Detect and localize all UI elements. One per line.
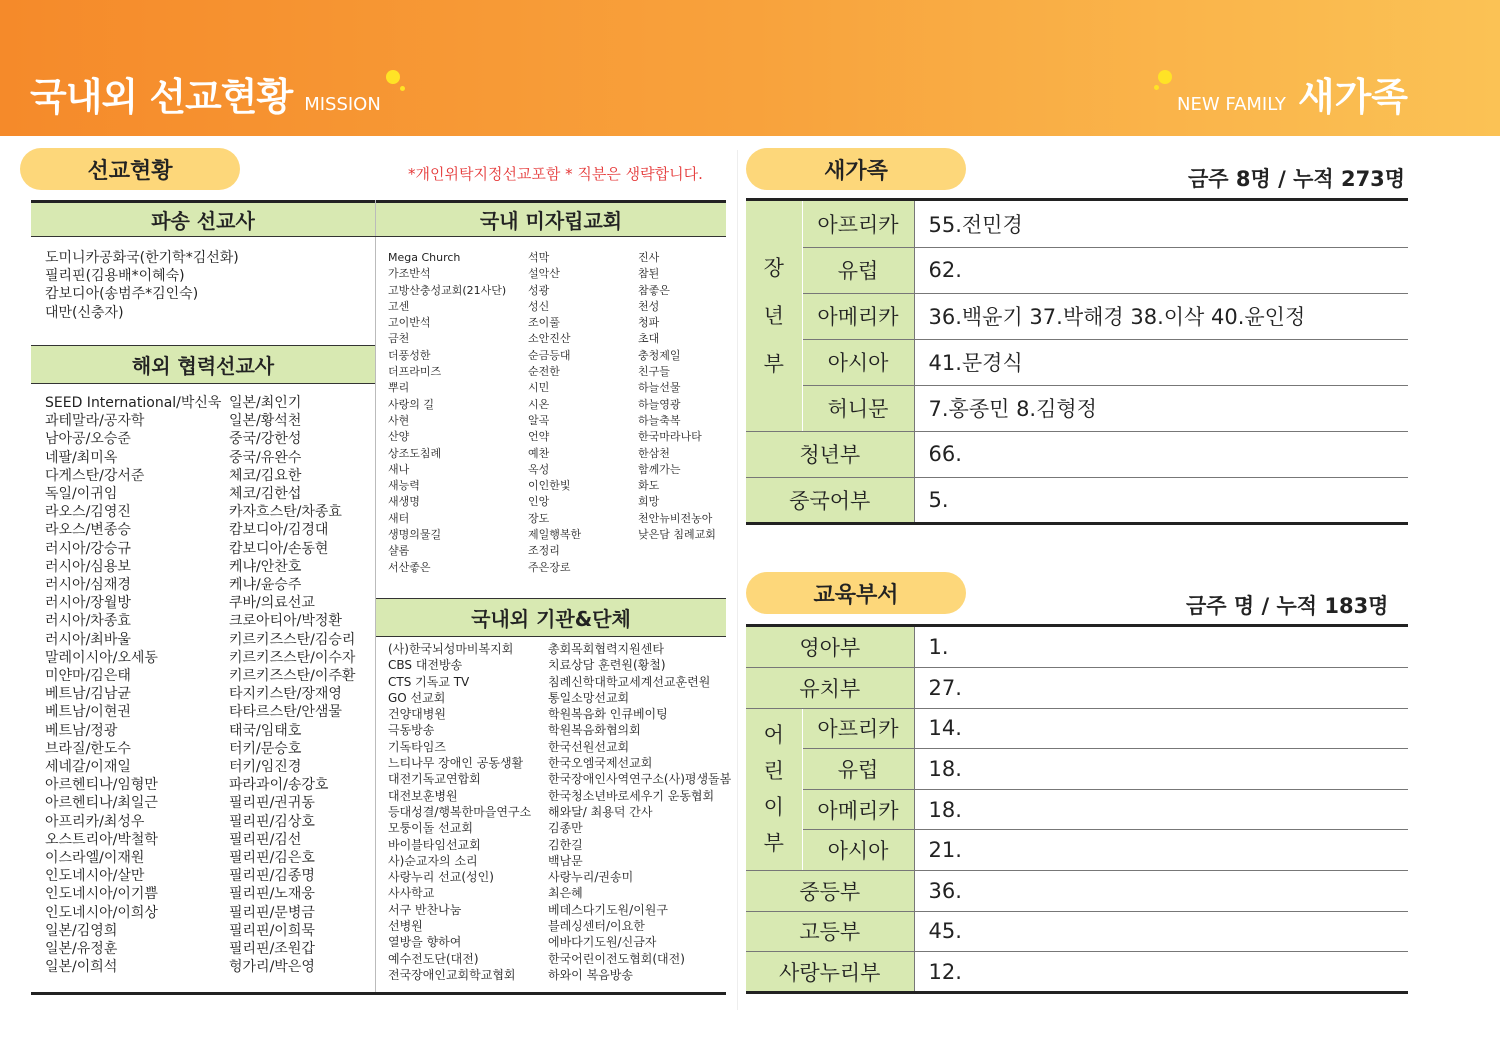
table-row [746, 431, 1408, 477]
church-item: 천안뉴비전농아 [638, 511, 713, 525]
org-item: 예수전도단(대전) [388, 951, 479, 966]
row-label: 청년부 [746, 431, 914, 477]
church-item: 고센 [388, 299, 410, 313]
table-row [746, 339, 1408, 385]
overseas-item: 베트남/정광 [45, 722, 118, 739]
org-item: 학원복음화 인큐베이팅 [548, 707, 668, 722]
church-item: 참좋은 [638, 283, 670, 297]
overseas-item: 필리핀/조원갑 [229, 941, 315, 958]
row-label: 아시아 [802, 339, 914, 385]
church-item: 조이풀 [528, 316, 560, 330]
row-label: 아메리카 [802, 293, 914, 339]
church-item: 한삼천 [638, 446, 670, 460]
overseas-item: 필리핀/권귀동 [229, 795, 315, 812]
church-item: 사랑의 길 [388, 397, 435, 411]
overseas-item: 라오스/김영진 [45, 504, 131, 521]
org-item: 느티나무 장애인 공동생활 [388, 756, 524, 771]
education-table [746, 627, 1408, 994]
org-item: 모퉁이돌 선교회 [388, 821, 473, 836]
row-value: 27. [914, 668, 1408, 709]
overseas-item: 인도네시아/살만 [45, 868, 145, 885]
row-value: 62. [914, 247, 1408, 293]
table-row [746, 293, 1408, 339]
church-item: 새나 [388, 462, 410, 476]
overseas-item: 크로아티아/박정환 [229, 613, 342, 630]
dispatch-item: 캄보디아(송범주*김인숙) [45, 286, 199, 303]
row-label: 유럽 [802, 749, 914, 790]
org-item: 한국오엠국제선교회 [548, 756, 653, 771]
row-value: 18. [914, 789, 1408, 830]
overseas-item: 필리핀/김은호 [229, 850, 315, 867]
overseas-item: 필리핀/김상호 [229, 813, 315, 830]
left-bottom-rule [31, 992, 726, 995]
row-value: 36. [914, 871, 1408, 912]
table-row [746, 871, 1408, 912]
church-item: Mega Church [388, 251, 461, 264]
header-banner [0, 0, 1500, 136]
church-item: 더프라미즈 [388, 365, 442, 379]
church-item: 참된 [638, 267, 660, 281]
row-value: 14. [914, 708, 1408, 749]
overseas-item: 케냐/윤승주 [229, 577, 302, 594]
overseas-item: 아프리카/최성우 [45, 813, 145, 830]
org-item: CBS 대전방송 [388, 658, 463, 673]
church-item: 낮은담 침례교회 [638, 528, 716, 542]
group-char: 이 [763, 795, 784, 820]
org-item: GO 선교회 [388, 690, 446, 705]
church-item: 산양 [388, 430, 410, 444]
overseas-item: 러시아/장월방 [45, 595, 131, 612]
column-divider [737, 150, 738, 1010]
dispatch-header: 파송 선교사 [31, 200, 375, 236]
church-item: 상조도침례 [388, 446, 442, 460]
overseas-item: 캄보디아/손동현 [229, 540, 329, 557]
org-header: 국내외 기관&단체 [376, 598, 726, 636]
org-item: 바이블타임선교회 [388, 837, 481, 852]
overseas-item: 필리핀/문병금 [229, 904, 315, 921]
row-label: 아시아 [802, 830, 914, 871]
church-item: 서산좋은 [388, 560, 431, 574]
overseas-item: SEED International/박신욱 [45, 395, 222, 411]
row-label: 허니문 [802, 385, 914, 431]
row-value: 45. [914, 911, 1408, 952]
table-row [746, 911, 1408, 952]
group-char: 장 [763, 255, 784, 280]
row-label: 영아부 [746, 627, 914, 668]
church-item: 충청제일 [638, 348, 681, 362]
table-row [746, 668, 1408, 709]
overseas-item: 말레이시아/오세동 [45, 649, 158, 666]
overseas-item: 러시아/심재경 [45, 577, 131, 594]
education-pill: 교육부서 [746, 572, 966, 614]
org-item: 해와달/ 최용덕 간사 [548, 804, 653, 819]
org-item: 에바다기도원/신금자 [548, 935, 657, 950]
row-value: 41.문경식 [914, 339, 1408, 385]
overseas-item: 일본/유정훈 [45, 941, 118, 958]
org-item: 백남문 [548, 853, 583, 868]
overseas-item: 케냐/안찬호 [229, 558, 302, 575]
row-label: 유치부 [746, 668, 914, 709]
newfamily-table [746, 201, 1408, 525]
church-item: 희망 [638, 495, 660, 509]
church-item: 성광 [528, 283, 550, 297]
overseas-item: 독일/이귀임 [45, 486, 118, 503]
church-item: 천성 [638, 299, 660, 313]
church-item: 초대 [638, 332, 660, 346]
church-item: 순금등대 [528, 348, 571, 362]
church-item: 샬롬 [388, 544, 410, 558]
newfamily-subtitle: NEW FAMILY [1177, 94, 1286, 115]
row-value: 36.백윤기 37.박해경 38.이삭 40.윤인정 [914, 293, 1408, 339]
church-item: 석막 [528, 251, 550, 264]
overseas-item: 필리핀/노재웅 [229, 886, 315, 903]
org-list-col2 [548, 641, 731, 983]
org-item: 극동방송 [388, 723, 435, 738]
newfamily-title: 새가족 [1297, 75, 1408, 119]
church-item: 알곡 [528, 413, 550, 427]
overseas-item: 네팔/최미옥 [45, 449, 118, 466]
mission-subtitle: MISSION [304, 94, 381, 115]
overseas-item: 베트남/이현권 [45, 704, 131, 721]
org-item: 한국장애인사역연구소(사)평생돌봄 [548, 772, 732, 787]
overseas-item: 쿠바/의료선교 [229, 595, 315, 612]
church-item: 하늘영광 [638, 397, 681, 411]
overseas-item: 키르키즈스탄/김승리 [229, 631, 356, 648]
row-label: 중등부 [746, 871, 914, 912]
overseas-item: 베트남/김남균 [45, 686, 131, 703]
row-label: 고등부 [746, 911, 914, 952]
overseas-item: 브라질/한도수 [45, 740, 131, 757]
row-label: 아메리카 [802, 789, 914, 830]
org-item: 블레싱센터/이요한 [548, 919, 645, 934]
row-label: 아프리카 [802, 708, 914, 749]
org-item: CTS 기독교 TV [388, 674, 470, 689]
mission-note: *개인위탁지정선교포함 * 직분은 생략합니다. [408, 165, 703, 183]
org-item: 김한길 [548, 837, 583, 852]
table-row [746, 247, 1408, 293]
org-item: 건양대병원 [388, 707, 446, 722]
dispatch-item: 필리핀(김용배*이혜숙) [45, 268, 185, 285]
overseas-item: 세네갈/이재일 [45, 759, 131, 776]
row-label: 유럽 [802, 247, 914, 293]
table-row [746, 627, 1408, 668]
church-item: 예찬 [528, 446, 550, 460]
org-item: 사랑누리/권송미 [548, 870, 634, 885]
row-value: 1. [914, 627, 1408, 668]
overseas-item: 러시아/최바울 [45, 631, 131, 648]
church-item: 언약 [528, 430, 550, 444]
table-row [746, 952, 1408, 993]
row-value: 55.전민경 [914, 201, 1408, 247]
overseas-item: 일본/황석천 [229, 413, 302, 430]
group-label-children [746, 708, 802, 870]
overseas-item: 카자흐스탄/차종효 [229, 504, 342, 521]
church-item: 청파 [638, 316, 660, 330]
church-item: 고방산충성교회(21사단) [388, 283, 507, 297]
church-item: 인앙 [528, 495, 550, 509]
overseas-item: 과테말라/공자학 [45, 413, 145, 430]
row-value: 5. [914, 477, 1408, 523]
newfamily-pill: 새가족 [746, 148, 966, 190]
row-label: 중국어부 [746, 477, 914, 523]
org-item: 대전기독교연합회 [388, 772, 481, 787]
overseas-item: 필리핀/김선 [229, 831, 302, 848]
mission-pill: 선교현황 [20, 148, 240, 190]
overseas-list-col2 [229, 394, 355, 977]
church-item: 더풍성한 [388, 348, 431, 362]
church-item: 시온 [528, 397, 550, 411]
church-item: 설악산 [528, 267, 560, 281]
org-underline [376, 636, 726, 637]
church-item: 조정리 [528, 544, 560, 558]
overseas-item: 키르키즈스탄/이주환 [229, 668, 356, 685]
overseas-item: 라오스/변종승 [45, 522, 131, 539]
overseas-item: 일본/최인기 [229, 395, 302, 411]
overseas-item: 필리핀/이희묵 [229, 922, 315, 939]
newfamily-summary: 금주 8명 / 누적 273명 [1188, 167, 1406, 191]
org-item: 전국장애인교회학교협회 [388, 967, 516, 982]
org-item: 치료상담 훈련원(황철) [548, 658, 666, 673]
church-list-col1 [388, 250, 506, 576]
church-item: 새능력 [388, 479, 420, 493]
group-char: 부 [763, 351, 784, 376]
overseas-item: 이스라엘/이재원 [45, 850, 145, 867]
church-item: 순전한 [528, 365, 560, 379]
overseas-item: 터키/문승호 [229, 740, 302, 757]
mission-title-group [30, 66, 381, 121]
church-header: 국내 미자립교회 [376, 200, 726, 236]
table-row [746, 749, 1408, 790]
church-item: 소안진산 [528, 332, 571, 346]
church-item: 하늘축복 [638, 413, 681, 427]
overseas-item: 타타르스탄/안샘물 [229, 704, 342, 721]
overseas-item: 터키/임진경 [229, 759, 302, 776]
row-value: 66. [914, 431, 1408, 477]
overseas-header: 해외 협력선교사 [31, 345, 375, 383]
overseas-item: 러시아/심용보 [45, 558, 131, 575]
church-item: 진사 [638, 251, 660, 264]
church-item: 가조반석 [388, 267, 431, 281]
church-item: 시민 [528, 381, 550, 395]
church-item: 뿌리 [388, 381, 410, 395]
overseas-underline [31, 383, 375, 384]
overseas-item: 아르헨티나/최일근 [45, 795, 158, 812]
group-label-jangnyeon [746, 201, 802, 431]
overseas-item: 미얀마/김은태 [45, 668, 131, 685]
row-value: 18. [914, 749, 1408, 790]
table-row [746, 201, 1408, 247]
table-row [746, 385, 1408, 431]
org-list-col1 [388, 641, 531, 983]
org-item: 한국어린이전도협회(대전) [548, 951, 685, 966]
overseas-item: 인도네시아/이희상 [45, 904, 158, 921]
church-item: 금천 [388, 332, 410, 346]
org-item: 사랑누리 선교(성인) [388, 870, 494, 885]
org-item: 사사학교 [388, 886, 435, 901]
church-item: 생명의물길 [388, 528, 442, 542]
org-item: 사)순교자의 소리 [388, 853, 478, 868]
church-item: 친구들 [638, 365, 670, 379]
org-item: 기독타임즈 [388, 739, 446, 754]
group-char: 린 [763, 759, 784, 784]
church-item: 성신 [528, 299, 550, 313]
church-item: 고이반석 [388, 316, 431, 330]
church-item: 이인한빛 [528, 479, 571, 493]
church-item: 장도 [528, 511, 550, 525]
org-item: 등대성결/행복한마을연구소 [388, 804, 532, 819]
church-item: 화도 [638, 479, 660, 493]
org-item: 선병원 [388, 919, 423, 934]
overseas-item: 일본/김영희 [45, 922, 118, 939]
church-item: 한국마라나타 [638, 430, 702, 444]
education-summary: 금주 명 / 누적 183명 [1186, 594, 1389, 618]
church-item: 새터 [388, 511, 410, 525]
overseas-item: 중국/강한성 [229, 431, 302, 448]
overseas-item: 일본/이희석 [45, 959, 118, 976]
org-item: 통일소망선교회 [548, 690, 630, 705]
overseas-item: 러시아/차종효 [45, 613, 131, 630]
overseas-item: 파라과이/송강호 [229, 777, 329, 794]
org-item: (사)한국뇌성마비복지회 [388, 642, 514, 656]
church-item: 하늘선물 [638, 381, 681, 395]
row-value: 7.홍종민 8.김형정 [914, 385, 1408, 431]
table-row [746, 477, 1408, 523]
row-value: 12. [914, 952, 1408, 993]
overseas-item: 타지키스탄/장재영 [229, 686, 342, 703]
mission-title: 국내외 선교현황 [30, 75, 293, 119]
overseas-item: 체코/김한섭 [229, 486, 302, 503]
church-item: 제일행복한 [528, 528, 582, 542]
church-item: 주은장로 [528, 560, 571, 574]
org-item: 서구 반찬나눔 [388, 902, 462, 917]
overseas-item: 인도네시아/이기쁨 [45, 886, 158, 903]
church-item: 사현 [388, 413, 410, 427]
overseas-item: 러시아/강승규 [45, 540, 131, 557]
church-list-col2 [528, 250, 581, 576]
org-item: 학원복음화협의회 [548, 723, 641, 738]
org-item: 열방을 향하여 [388, 935, 462, 950]
group-char: 년 [763, 303, 784, 328]
org-item: 베데스다기도원/이원구 [548, 902, 668, 917]
dispatch-list [45, 249, 239, 322]
header-underline [31, 236, 726, 237]
overseas-item: 아르헨티나/임형만 [45, 777, 158, 794]
org-item: 하와이 복음방송 [548, 967, 633, 982]
overseas-item: 필리핀/김종명 [229, 868, 315, 885]
table-row [746, 789, 1408, 830]
org-item: 대전보훈병원 [388, 788, 458, 803]
group-char: 어 [763, 723, 784, 748]
overseas-list-col1 [45, 394, 221, 977]
overseas-item: 태국/임태호 [229, 722, 302, 739]
overseas-item: 오스트리아/박철학 [45, 831, 158, 848]
org-item: 한국선원선교회 [548, 739, 630, 754]
dispatch-item: 대만(신충자) [45, 304, 124, 321]
overseas-item: 캄보디아/김경대 [229, 522, 329, 539]
overseas-item: 헝가리/박은영 [229, 959, 315, 976]
org-item: 총회목회협력지원센타 [548, 642, 664, 656]
church-list-col3 [638, 250, 716, 543]
overseas-item: 체코/김요한 [229, 467, 302, 484]
row-value: 21. [914, 830, 1408, 871]
org-item: 한국청소년바로세우기 운동협회 [548, 788, 715, 803]
org-item: 최은혜 [548, 886, 583, 901]
church-item: 새생명 [388, 495, 420, 509]
dispatch-item: 도미니카공화국(한기학*김선화) [45, 250, 239, 266]
org-item: 침례신학대학교세계선교훈련원 [548, 674, 711, 689]
row-label: 아프리카 [802, 201, 914, 247]
overseas-item: 남아공/오승준 [45, 431, 131, 448]
row-label: 사랑누리부 [746, 952, 914, 993]
group-char: 부 [763, 831, 784, 856]
overseas-item: 중국/유완수 [229, 449, 302, 466]
table-row [746, 830, 1408, 871]
overseas-item: 다게스탄/강서준 [45, 467, 145, 484]
newfamily-title-group [1177, 66, 1408, 121]
church-item: 함께가는 [638, 462, 681, 476]
overseas-item: 키르키즈스탄/이수자 [229, 649, 356, 666]
table-row [746, 708, 1408, 749]
church-item: 옥성 [528, 462, 550, 476]
org-item: 김종만 [548, 821, 583, 836]
